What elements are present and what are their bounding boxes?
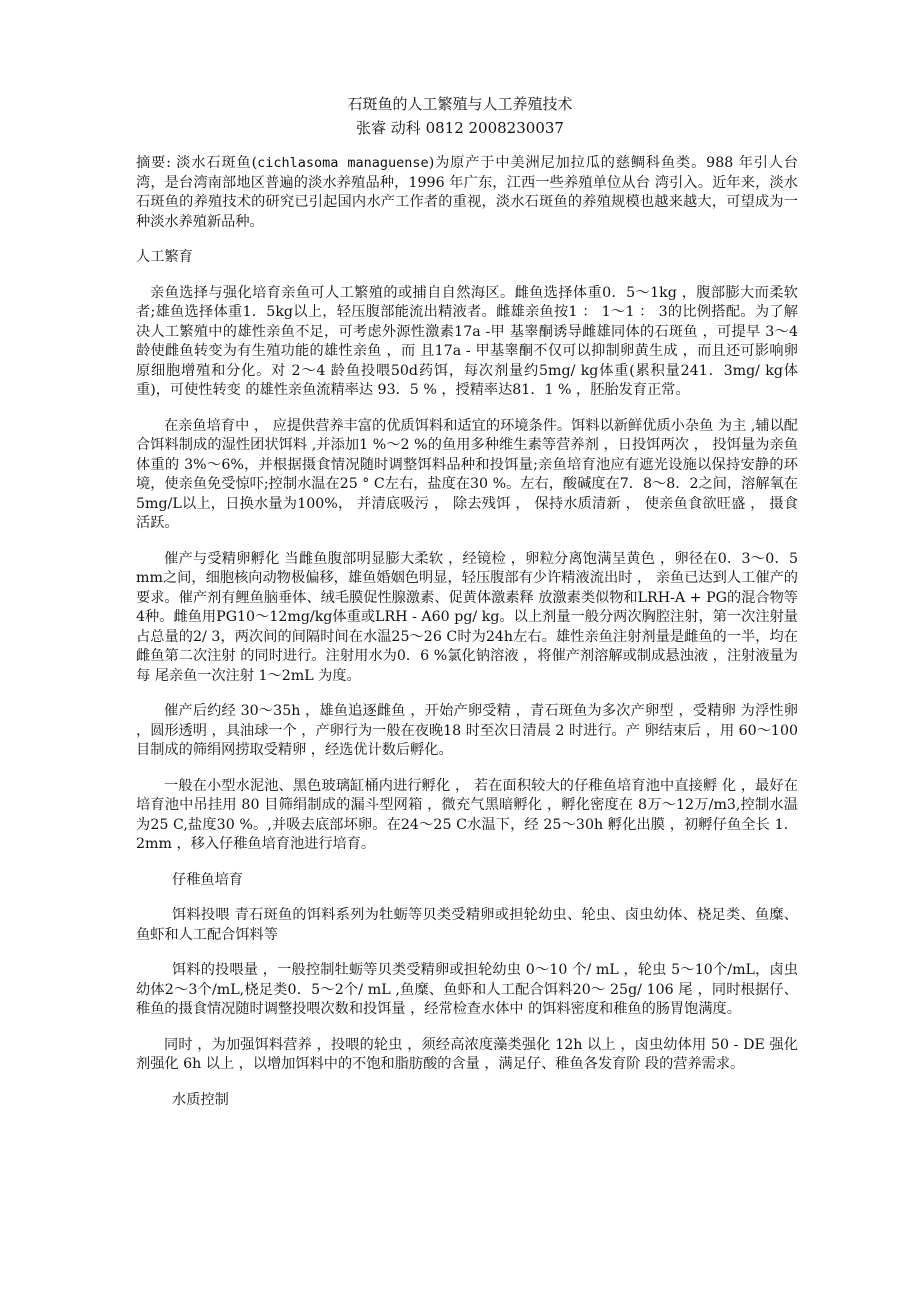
- scientific-name: cichlasoma managuense: [257, 155, 429, 171]
- abstract-paragraph: [136, 154, 798, 232]
- author-line: 张睿 动科 0812 2008230037: [356, 119, 564, 137]
- paragraph-induced-spawning: 催产与受精卵孵化 当雌鱼腹部明显膨大柔软 ，经镜检 ，卵粒分离饱满呈黄色 ，卵径在0．3～0．5mm之间，细胞核向动物极偏移，雄鱼婚姻色明显，轻压腹部有少许精液流出时 ， 亲鱼已达到人工催产的要求。催产剂有鲤鱼脑垂体、绒毛膜促性腺激素、促黄体激素释 放激素类似物和LRH-A + PG的混合物等4种。雌鱼用PG10～12mg/kg体重或LRH - A60 pg/ kg。以上剂量一般分两次胸腔注射，第一次注射量占总量的2/ 3，两次间的间隔时间在水温25～26 C时为24h左右。雄性亲鱼注射剂量是雌鱼的一半，均在雌鱼第二次注射 的同时进行。注射用水为0．6 %氯化钠溶液 ，将催产剂溶解或制成悬浊液 ，注射液量为每 尾亲鱼一次注射 1～2mL 为度。: [136, 550, 798, 684]
- paragraph-spawning-fertilization: 催产后约经 30～35h ，雄鱼追逐雌鱼 ，开始产卵受精 ，青石斑鱼为多次产卵型 ，受精卵 为浮性卵 ，圆形透明 ，具油球一个 ，产卵行为一般在夜晚18 时至次日清晨 2 时进行。产 卵结束后 ，用 60～100目制成的筛绢网捞取受精卵 ，经选优计数后孵化。: [136, 703, 798, 758]
- paragraph-nutrition-enrichment: 同时 ，为加强饵料营养 ，投喂的轮虫 ，须经高浓度藻类强化 12h 以上 ，卤虫幼体用 50 - DE 强化剂强化 6h 以上 ，以增加饵料中的不饱和脂肪酸的含量 ，满足仔、稚鱼各发育阶 段的营养需求。: [136, 1036, 798, 1072]
- abstract-label: 摘要:: [136, 155, 171, 171]
- feeding-text: 饵料投喂 青石斑鱼的饵料系列为牡蛎等贝类受精卵或担轮幼虫、轮虫、卤虫幼体、桡足类、鱼糜、鱼虾和人工配合饵料等: [136, 907, 798, 943]
- paragraph-broodstock-selection: 亲鱼选择与强化培育亲鱼可人工繁殖的或捕自自然海区。雌鱼选择体重0．5～1kg ，腹部膨大而柔软者;雄鱼选择体重1．5kg以上，轻压腹部能流出精液者。雌雄亲鱼按1 ： 1～1 ： 3的比例搭配。为了解决人工繁殖中的雄性亲鱼不足，可考虑外源性激素17a -甲 基睾酮诱导雌雄同体的石斑鱼 ，可提早 3～4 龄使雌鱼转变为有生殖功能的雄性亲鱼 ，而 且17a - 甲基睾酮不仅可以抑制卵黄生成 ，而且还可影响卵原细胞增殖和分化。对 2～4 龄鱼投喂50d药饵，每次剂量约5mg/ kg体重(累积量241．3mg/ kg体重)，可使性转变 的雄性亲鱼流精率达 93．5 % ，授精率达81．1 % ，胚胎发育正常。: [136, 284, 798, 398]
- paragraph-hatching: 一般在小型水泥池、黑色玻璃缸桶内进行孵化 ， 若在面积较大的仔稚鱼培育池中直接孵 化 ，最好在培育池中吊挂用 80 目筛绢制成的漏斗型网箱 ，微充气黑暗孵化 ，孵化密度在 8万～12万/m3,控制水温为25 C,盐度30 %。,并吸去底部坏卵。在24～25 C水温下，经 25～30h 孵化出膜 ，初孵仔鱼全长 1．2mm ，移入仔稚鱼培育池进行培育。: [136, 777, 798, 852]
- paragraph-feeding: [136, 906, 798, 945]
- section-heading-artificial-breeding: 人工繁育: [136, 249, 193, 265]
- section-heading-larval-rearing: 仔稚鱼培育: [172, 871, 243, 888]
- document-body: [136, 154, 798, 1126]
- abstract-text-post: )为原产于中美洲尼加拉瓜的慈鲷科鱼类。988 年引人台湾，是台湾南部地区普遍的淡水养殖品种，1996 年广东，江西一些养殖单位从台 湾引入。近年来，淡水石斑鱼的养殖技术的研究已引起国内水产工作者的重视，淡水石斑鱼的养殖规模也越来越大，可望成为一种淡水养殖新品种。: [136, 155, 798, 230]
- paragraph-broodstock-rearing: 在亲鱼培育中 ， 应提供营养丰富的优质饵料和适宜的环境条件。饵料以新鲜优质小杂鱼 为主 ,辅以配合饵料制成的湿性团状饵料 ,并添加1 %～2 %的鱼用多种维生素等营养剂 ，日投饵两次 ， 投饵量为亲鱼体重的 3%～6%，并根据摄食情况随时调整饵料品种和投饵量;亲鱼培育池应有遮光设施以保持安静的环境，使亲鱼免受惊吓;控制水温在25 ° C左右，盐度在30 %。左右，酸碱度在7．8～8．2之间，溶解氧在5mg/L以上，日换水量为100%， 并清底吸污 ， 除去残饵 ， 保持水质清新 ， 使亲鱼食欲旺盛 ， 摄食活跃。: [136, 417, 798, 531]
- document-title: 石斑鱼的人工繁殖与人工养殖技术: [347, 95, 573, 113]
- abstract-text-pre: 淡水石斑鱼(: [170, 155, 258, 171]
- paragraph-feeding-amount: 饵料的投喂量 ，一般控制牡蛎等贝类受精卵或担轮幼虫 0～10 个/ mL ，轮虫 5～10个/mL，卤虫幼体2～3个/mL,桡足类0．5～2个/ mL ,鱼糜、鱼虾和人工配合饵料20～ 25g/ 106 尾 ，同时根据仔、稚鱼的摄食情况随时调整投喂次数和投饵量 ，经常检查水体中 的饵料密度和稚鱼的肠胃饱满度。: [136, 962, 798, 1017]
- title-block: [0, 92, 920, 140]
- section-heading-water-quality: 水质控制: [172, 1091, 229, 1108]
